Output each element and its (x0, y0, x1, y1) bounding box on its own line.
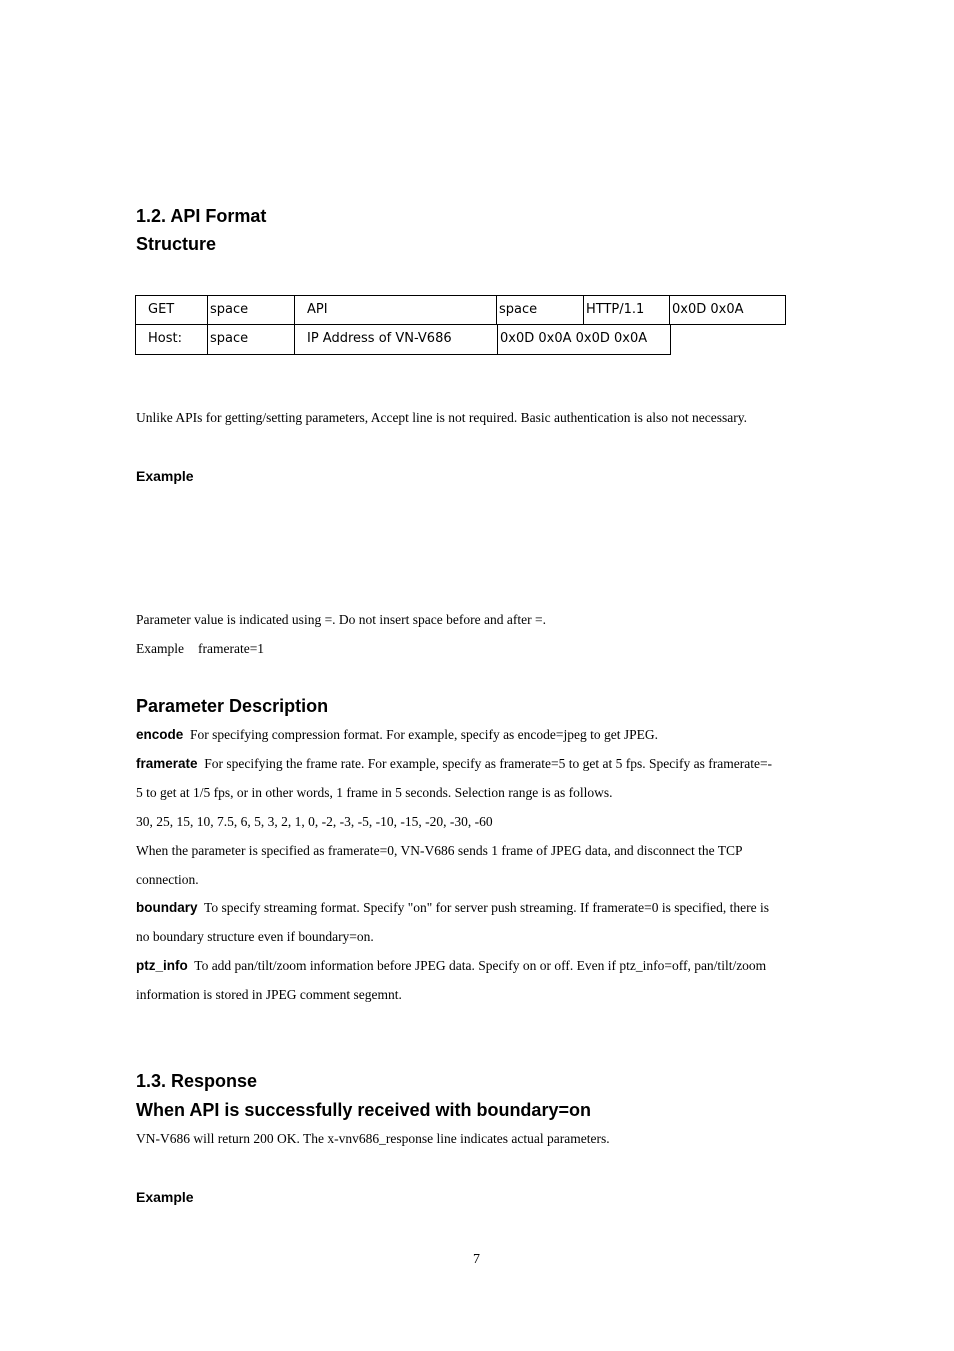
section-subtitle-boundary-on: When API is successfully received with boundary=on (136, 1100, 591, 1120)
framerate-zero-note: When the parameter is specified as framerate=0, VN-V686 sends 1 frame of JPEG data, and disconnect the TCP (136, 843, 743, 858)
parameter-example (136, 640, 264, 658)
framerate-zero-note-cont: connection. (136, 872, 199, 887)
accept-line-note: Unlike APIs for getting/setting parameters, Accept line is not required. Basic authentication is also not necessary. (136, 410, 747, 425)
table-cell-crlf: 0x0D 0x0A (669, 295, 786, 325)
param-name: encode (136, 727, 184, 742)
framerate-range: 30, 25, 15, 10, 7.5, 6, 5, 3, 2, 1, 0, -2, -3, -5, -10, -15, -20, -30, -60 (136, 814, 493, 829)
example-label: Example (136, 468, 194, 484)
table-cell-space: space (496, 295, 584, 325)
param-framerate-cont: 5 to get at 1/5 fps, or in other words, 1 frame in 5 seconds. Selection range is as follows. (136, 785, 613, 800)
param-description: To add pan/tilt/zoom information before JPEG data. Specify on or off. Even if ptz_info=off, pan/tilt/zoom (194, 958, 767, 973)
table-cell-double-crlf: 0x0D 0x0A 0x0D 0x0A (497, 324, 671, 355)
param-name: ptz_info (136, 958, 188, 973)
table-cell-space: space (207, 324, 295, 355)
section-title-api-format: 1.2. API Format (136, 206, 267, 226)
section-title-response: 1.3. Response (136, 1071, 258, 1091)
param-name: boundary (136, 900, 198, 915)
param-encode (136, 726, 658, 744)
table-cell-method: GET (135, 295, 208, 325)
section-subtitle-structure: Structure (136, 234, 217, 254)
param-ptz-info (136, 957, 766, 975)
table-cell-ip-address: IP Address of VN-V686 (294, 324, 498, 355)
page-number: 7 (473, 1252, 480, 1267)
param-description: To specify streaming format. Specify "on" for server push streaming. If framerate=0 is specified, there is (204, 900, 770, 915)
table-cell-host-label: Host: (135, 324, 208, 355)
parameter-description-title: Parameter Description (136, 696, 329, 716)
table-cell-space: space (207, 295, 295, 325)
param-boundary (136, 899, 769, 917)
param-description: For specifying the frame rate. For example, specify as framerate=5 to get at 5 fps. Specify as framerate=- (204, 756, 773, 771)
parameter-example-label: Example (136, 641, 184, 656)
param-description: For specifying compression format. For example, specify as encode=jpeg to get JPEG. (190, 727, 659, 742)
response-description: VN-V686 will return 200 OK. The x-vnv686_response line indicates actual parameters. (136, 1131, 610, 1146)
param-boundary-cont: no boundary structure even if boundary=on. (136, 929, 374, 944)
param-ptz-info-cont: information is stored in JPEG comment segemnt. (136, 987, 402, 1002)
table-cell-api: API (294, 295, 497, 325)
parameter-example-value: framerate=1 (197, 641, 265, 656)
param-framerate (136, 755, 772, 773)
param-name: framerate (136, 756, 198, 771)
example-label: Example (136, 1189, 194, 1205)
parameter-value-note: Parameter value is indicated using =. Do not insert space before and after =. (136, 612, 546, 627)
table-cell-protocol: HTTP/1.1 (583, 295, 670, 325)
